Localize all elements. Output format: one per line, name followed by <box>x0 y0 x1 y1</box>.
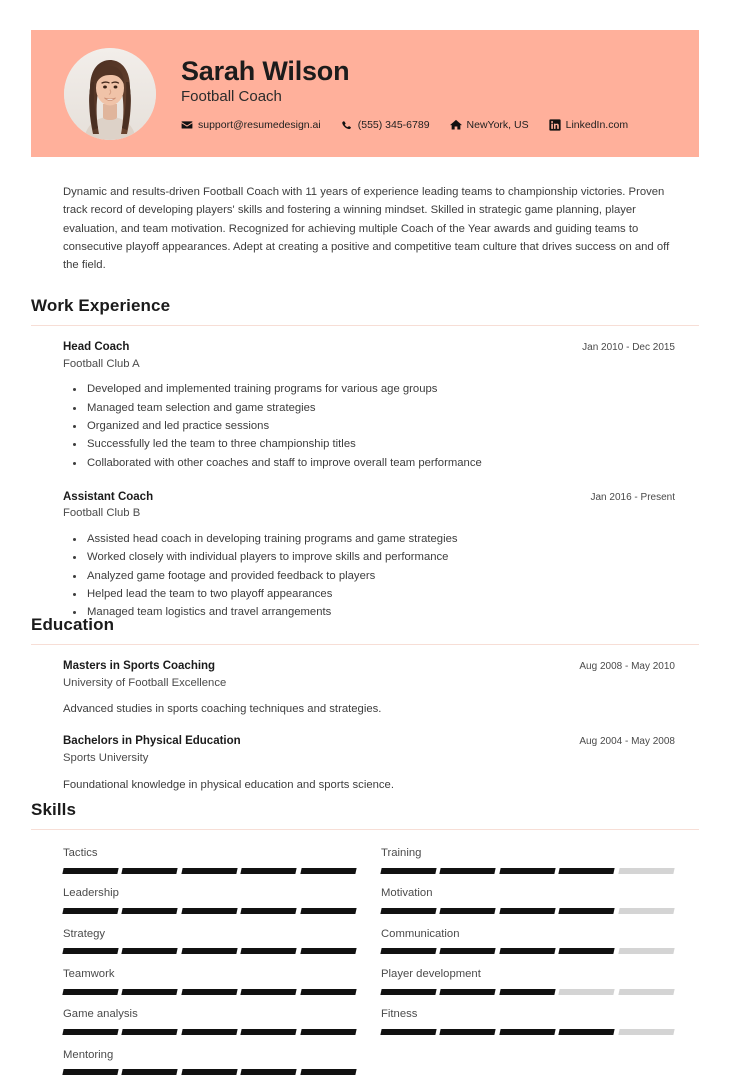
skill-rating-segment <box>499 948 556 954</box>
institution-name: University of Football Excellence <box>63 676 227 689</box>
phone-icon <box>341 119 353 131</box>
list-item: • Managed team selection and game strategies <box>85 399 699 417</box>
skill-rating-segment <box>559 989 616 995</box>
skill-rating-segment <box>618 1029 675 1035</box>
skill-rating-segment <box>181 908 238 914</box>
skill-label: Strategy <box>63 927 106 940</box>
work-entry-header <box>63 490 699 506</box>
job-responsibilities <box>63 530 699 621</box>
skill-rating-bar <box>381 908 674 914</box>
education-entry-header <box>63 659 699 675</box>
skill-rating-segment <box>440 868 497 874</box>
skill-rating-segment <box>380 1029 437 1035</box>
skill-label: Tactics <box>63 847 98 859</box>
skill-rating-segment <box>241 989 298 995</box>
work-entry <box>31 490 699 622</box>
skill-item <box>63 927 381 955</box>
skill-item <box>381 1048 699 1076</box>
job-role: Head Coach <box>63 341 130 353</box>
skill-rating-segment <box>300 1029 357 1035</box>
skill-label: Fitness <box>381 1008 418 1021</box>
skill-rating-bar <box>63 1069 356 1075</box>
degree-title: Masters in Sports Coaching <box>63 660 216 672</box>
skill-rating-segment <box>499 868 556 874</box>
list-item: • Managed team logistics and travel arrangements <box>85 603 699 621</box>
skill-rating-bar <box>63 908 356 914</box>
section-skills <box>31 800 699 1088</box>
skill-rating-segment <box>440 908 497 914</box>
skill-item <box>63 846 381 874</box>
skill-rating-bar <box>381 868 674 874</box>
skill-rating-segment <box>440 1029 497 1035</box>
skill-rating-segment <box>62 989 119 995</box>
skill-rating-segment <box>241 948 298 954</box>
skill-rating-bar <box>63 1029 356 1035</box>
education-entry <box>31 734 699 793</box>
skill-item <box>63 1007 381 1035</box>
skill-rating-segment <box>122 989 179 995</box>
section-divider <box>31 644 699 645</box>
skill-rating-segment <box>380 908 437 914</box>
skill-rating-segment <box>62 868 119 874</box>
skill-rating-segment <box>300 1069 357 1075</box>
list-item: • Developed and implemented training programs for various age groups <box>85 380 699 398</box>
envelope-icon <box>181 119 193 131</box>
skill-rating-segment <box>300 948 357 954</box>
skill-rating-segment <box>62 1029 119 1035</box>
skill-rating-segment <box>440 989 497 995</box>
skill-rating-segment <box>559 908 616 914</box>
section-title-work: Work Experience <box>31 296 171 315</box>
skill-rating-segment <box>618 908 675 914</box>
skill-item <box>63 1048 381 1076</box>
list-item: • Worked closely with individual players to improve skills and performance <box>85 548 699 566</box>
degree-dates: Aug 2004 - May 2008 <box>579 736 675 748</box>
section-education <box>31 615 699 794</box>
skill-label: Communication <box>381 927 460 940</box>
skill-rating-segment <box>300 908 357 914</box>
header-text-block <box>181 56 699 131</box>
skill-rating-segment <box>122 948 179 954</box>
professional-summary: Dynamic and results-driven Football Coach with 11 years of experience leading teams to championship victories. Proven track record of developing players' skills and fostering a winning mindset. Skilled in strategic game planning, player evaluation, and team motivation. Recognized for achieving multiple Coach of the Year awards and guiding teams to consecutive playoff appearances. Adept at creating a positive and competitive team culture that drives success on and off the field. <box>63 186 670 272</box>
degree-title: Bachelors in Physical Education <box>63 735 241 748</box>
skill-rating-segment <box>380 868 437 874</box>
skill-rating-segment <box>122 908 179 914</box>
skill-label: Teamwork <box>63 967 115 980</box>
skill-rating-bar <box>381 948 674 954</box>
skill-rating-segment <box>62 948 119 954</box>
avatar <box>64 48 156 140</box>
skill-rating-segment <box>241 908 298 914</box>
skill-rating-segment <box>181 989 238 995</box>
skill-item <box>381 1007 699 1035</box>
contact-location-text: NewYork, US <box>466 118 529 131</box>
skill-item <box>381 927 699 955</box>
skill-rating-segment <box>122 1029 179 1035</box>
skill-rating-segment <box>62 1069 119 1075</box>
contact-location[interactable] <box>450 119 529 131</box>
skill-label: Training <box>381 847 422 859</box>
section-divider <box>31 325 699 326</box>
education-entry-header <box>63 734 699 750</box>
list-item: • Organized and led practice sessions <box>85 417 699 435</box>
degree-description: Advanced studies in sports coaching techniques and strategies. <box>63 703 382 716</box>
skill-rating-segment <box>559 868 616 874</box>
skill-rating-segment <box>181 868 238 874</box>
skill-item <box>381 846 699 874</box>
skill-label: Mentoring <box>63 1048 114 1061</box>
list-item: • Successfully led the team to three championship titles <box>85 435 699 453</box>
skill-rating-bar <box>63 868 356 874</box>
job-role: Assistant Coach <box>63 490 154 503</box>
skill-rating-segment <box>241 1069 298 1075</box>
skill-label: Player development <box>381 967 481 980</box>
skill-rating-segment <box>241 1029 298 1035</box>
contact-list <box>181 119 687 131</box>
job-dates: Jan 2016 - Present <box>590 491 675 503</box>
skill-rating-segment <box>300 989 357 995</box>
skill-item <box>63 967 381 995</box>
skill-rating-segment <box>440 948 497 954</box>
skills-grid <box>31 846 699 1088</box>
skill-rating-segment <box>499 1029 556 1035</box>
job-organization: Football Club B <box>63 507 141 520</box>
skill-rating-segment <box>380 989 437 995</box>
section-title-education: Education <box>31 615 115 634</box>
skill-rating-bar <box>381 989 674 995</box>
contact-linkedin[interactable] <box>549 119 628 131</box>
job-responsibilities <box>63 380 699 471</box>
skill-rating-segment <box>618 948 675 954</box>
skill-rating-segment <box>499 989 556 995</box>
contact-email-text: support@resumedesign.ai <box>198 118 321 131</box>
skill-rating-bar <box>63 948 356 954</box>
skill-rating-segment <box>181 1069 238 1075</box>
skill-label: Motivation <box>381 887 433 900</box>
section-title-skills: Skills <box>31 800 77 819</box>
contact-phone-text: (555) 345-6789 <box>357 118 430 131</box>
education-entry <box>31 659 699 718</box>
skill-rating-segment <box>62 908 119 914</box>
home-icon <box>450 119 462 131</box>
skill-rating-bar <box>381 1029 674 1035</box>
work-entry-header <box>63 340 699 356</box>
skill-rating-segment <box>499 908 556 914</box>
institution-name: Sports University <box>63 751 149 764</box>
degree-description: Foundational knowledge in physical education and sports science. <box>63 778 394 791</box>
contact-phone[interactable] <box>341 119 430 131</box>
skill-rating-segment <box>181 1029 238 1035</box>
work-entry <box>31 340 699 472</box>
skill-rating-segment <box>559 948 616 954</box>
skill-item <box>381 967 699 995</box>
contact-email[interactable] <box>181 119 321 131</box>
skill-label: Game analysis <box>63 1008 138 1021</box>
skill-rating-segment <box>181 948 238 954</box>
skill-rating-segment <box>618 989 675 995</box>
list-item: • Collaborated with other coaches and staff to improve overall team performance <box>85 454 699 472</box>
section-work-experience <box>31 296 699 622</box>
skill-rating-segment <box>618 868 675 874</box>
degree-dates: Aug 2008 - May 2010 <box>579 661 675 672</box>
job-title: Football Coach <box>181 88 282 106</box>
skill-rating-segment <box>122 1069 179 1075</box>
page-title: Sarah Wilson <box>181 55 350 86</box>
skill-rating-segment <box>122 868 179 874</box>
section-divider <box>31 829 699 830</box>
skill-rating-bar <box>63 989 356 995</box>
portrait-photo-icon <box>64 48 156 140</box>
job-dates: Jan 2010 - Dec 2015 <box>582 342 675 353</box>
skill-rating-segment <box>300 868 357 874</box>
skill-rating-segment <box>380 948 437 954</box>
skill-rating-segment <box>559 1029 616 1035</box>
skill-rating-segment <box>241 868 298 874</box>
list-item: • Helped lead the team to two playoff appearances <box>85 585 699 603</box>
list-item: • Assisted head coach in developing training programs and game strategies <box>85 530 699 548</box>
contact-linkedin-text: LinkedIn.com <box>565 118 629 131</box>
list-item: • Analyzed game footage and provided feedback to players <box>85 567 699 585</box>
job-organization: Football Club A <box>63 357 140 370</box>
skill-label: Leadership <box>63 887 119 900</box>
skill-item <box>381 886 699 914</box>
linkedin-icon <box>549 119 561 131</box>
skill-item <box>63 886 381 914</box>
resume-header <box>31 30 699 157</box>
